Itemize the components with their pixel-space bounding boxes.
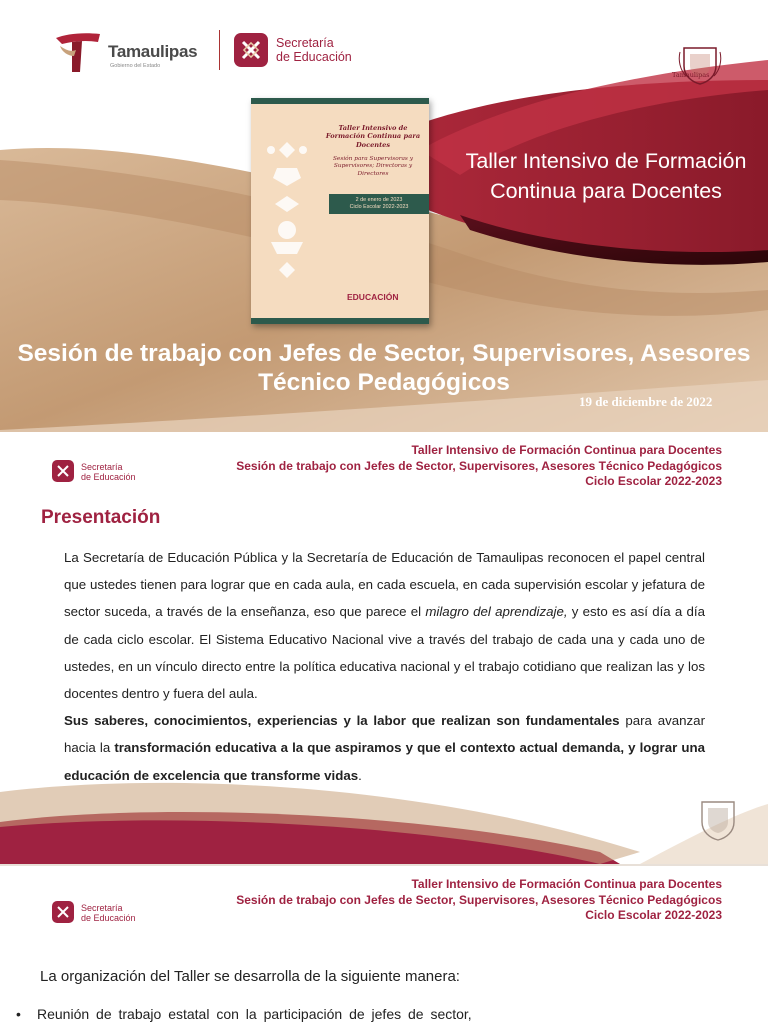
sep-logo bbox=[52, 901, 152, 929]
sep-logo-line1: Secretaría bbox=[81, 462, 123, 472]
cover-ornaments-icon bbox=[257, 138, 317, 288]
bullet-icon: • bbox=[16, 1006, 21, 1022]
workshop-cover-image bbox=[251, 98, 429, 324]
cover-subtitle: Sesión para Supervisoras y Supervisores; Directoras y Directores bbox=[332, 156, 414, 177]
paragraph-1 bbox=[64, 544, 705, 707]
slide-cover bbox=[0, 0, 768, 432]
state-seal-icon bbox=[676, 46, 724, 90]
sep-logo-line2: de Educación bbox=[81, 472, 136, 482]
logo-divider bbox=[219, 30, 220, 70]
cover-band-date: 2 de enero de 2023 bbox=[355, 197, 403, 203]
header-line-1: Taller Intensivo de Formación Continua para Docentes bbox=[411, 877, 722, 891]
sep-logo-text bbox=[81, 462, 136, 482]
organization-intro: La organización del Taller se desarrolla de la siguiente manera: bbox=[40, 968, 460, 985]
paragraph-1-text-a: La Secretaría de Educación Pública y la Secretaría de Educación de Tamaulipas reconocen el papel central que ustedes tienen para lograr que en cada aula, en cada escuela, en cada supervisión escolar y jefatura de sector suceda, a través de la enseñanza, eso que parece el bbox=[64, 550, 705, 620]
list-item-text: Reunión de trabajo estatal con la participación de jefes de sector, bbox=[37, 1006, 472, 1022]
sep-logo bbox=[234, 33, 374, 69]
header-line-2: Sesión de trabajo con Jefes de Sector, Supervisores, Asesores Técnico Pedagógicos bbox=[236, 892, 722, 907]
slide-header bbox=[236, 877, 722, 924]
slide-header bbox=[236, 443, 722, 490]
paragraph-2 bbox=[64, 707, 705, 789]
brand-name: Tamaulipas bbox=[108, 42, 198, 61]
brand-subtitle: Gobierno del Estado bbox=[110, 63, 161, 69]
sep-emblem-icon bbox=[52, 901, 74, 923]
cover-band-cycle: Ciclo Escolar 2022-2023 bbox=[349, 204, 409, 211]
sep-logo-line2: de Educación bbox=[276, 50, 352, 64]
session-date: 19 de diciembre de 2022 bbox=[579, 394, 713, 409]
header-line-3: Ciclo Escolar 2022-2023 bbox=[585, 474, 722, 488]
cover-date-band bbox=[329, 194, 429, 214]
cover-bottom-stripe bbox=[251, 318, 429, 324]
sep-logo-text bbox=[81, 903, 136, 923]
header-line-2: Sesión de trabajo con Jefes de Sector, Supervisores, Asesores Técnico Pedagógicos bbox=[236, 458, 722, 473]
presentation-body bbox=[64, 544, 705, 789]
cover-title: Taller Intensivo de Formación Continua para Docentes bbox=[325, 124, 421, 149]
paragraph-2-bold-2: transformación educativa a la que aspiramos y que el contexto actual demanda, y lograr una educación de excelencia que transforme vidas bbox=[64, 740, 705, 783]
sep-emblem-icon bbox=[52, 460, 74, 482]
slide-organization bbox=[0, 864, 768, 1024]
paragraph-2-text: para avanzar hacia la bbox=[64, 713, 705, 756]
cover-top-stripe bbox=[251, 98, 429, 104]
sep-logo-line2: de Educación bbox=[81, 913, 136, 923]
header-line-3: Ciclo Escolar 2022-2023 bbox=[585, 908, 722, 922]
sep-logo-line1: Secretaría bbox=[276, 36, 334, 50]
paragraph-1-text-b: y esto es así día a día de cada ciclo escolar. El Sistema Educativo Nacional vive a través del trabajo de cada una y cada uno de ustedes, en un vínculo directo entre la política educativa nacional y el trabajo cotidiano que realizan las y los docentes dentro y fuera del aula. bbox=[64, 604, 705, 702]
cover-education-label: EDUCACIÓN bbox=[347, 292, 399, 302]
paragraph-2-bold-1: Sus saberes, conocimientos, experiencias y la labor que realizan son fundamentales bbox=[64, 713, 620, 729]
session-title: Sesión de trabajo con Jefes de Sector, Supervisores, Asesores Técnico Pedagógicos bbox=[17, 340, 751, 396]
slide-presentation bbox=[0, 432, 768, 864]
paragraph-1-emphasis: milagro del aprendizaje, bbox=[425, 604, 568, 620]
header-line-1: Taller Intensivo de Formación Continua para Docentes bbox=[411, 443, 722, 457]
sep-emblem-icon bbox=[234, 33, 268, 67]
state-seal-icon bbox=[696, 798, 740, 848]
tamaulipas-emblem-icon bbox=[52, 28, 104, 74]
tamaulipas-logo bbox=[52, 28, 212, 76]
paragraph-2-end: . bbox=[358, 767, 362, 783]
workshop-title: Taller Intensivo de Formación Continua para Docentes bbox=[465, 149, 747, 203]
sep-logo bbox=[52, 460, 152, 488]
sep-logo-line1: Secretaría bbox=[81, 903, 123, 913]
section-heading: Presentación bbox=[41, 507, 161, 528]
seal-label: Tamaulipas bbox=[672, 71, 710, 79]
sep-logo-text bbox=[276, 36, 352, 64]
